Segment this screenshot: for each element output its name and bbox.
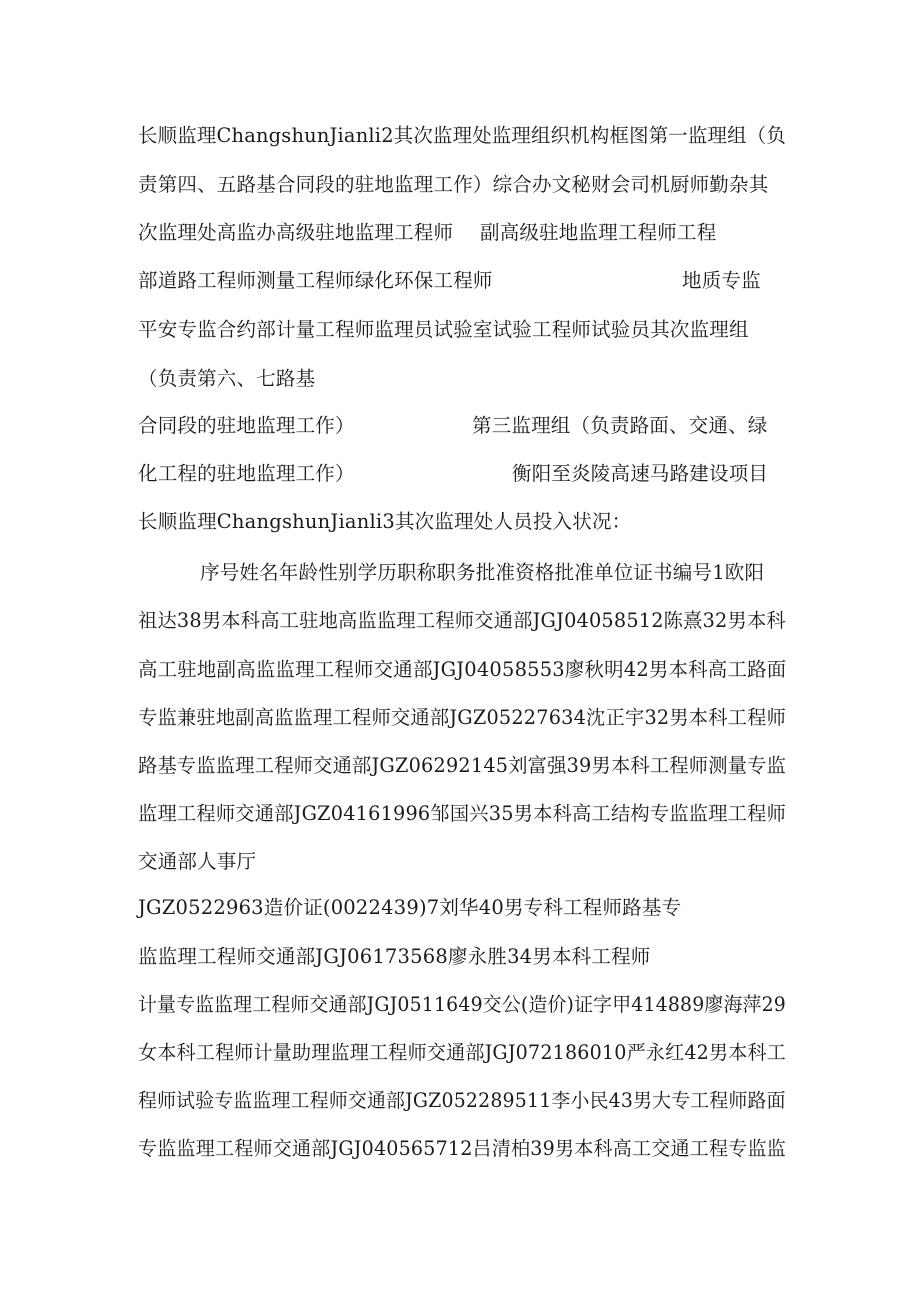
text-line-2	[138, 170, 768, 200]
text-line-8-right: 衡阳至炎陵高速马路建设项目	[512, 462, 769, 485]
text-line-14-content: 路基专监监理工程师交通部JGZ06292145刘富强39男本科工程师测量专监	[138, 754, 787, 777]
text-line-13-content: 专监兼驻地副高监监理工程师交通部JGZ05227634沈正宇32男本科工程师	[138, 706, 787, 729]
text-line-3-right: 副高级驻地监理工程师工程	[480, 221, 717, 244]
text-line-17	[138, 893, 681, 923]
text-line-12	[138, 655, 786, 685]
text-line-6-content: （负责第六、七路基	[138, 367, 316, 390]
text-line-1	[138, 121, 786, 151]
text-line-21	[138, 1086, 786, 1116]
text-line-13	[138, 703, 786, 733]
text-line-16-content: 交通部人事厅	[138, 850, 257, 873]
text-line-9	[138, 507, 631, 537]
text-line-7-left: 合同段的驻地监理工作）	[138, 414, 355, 437]
text-line-19-content: 计量专监监理工程师交通部JGJ0511649交公(造价)证字甲414889廖海萍29	[138, 993, 786, 1016]
text-line-8	[138, 459, 778, 489]
text-line-3-left: 次监理处高监办高级驻地监理工程师	[138, 221, 454, 244]
text-line-6	[138, 364, 315, 394]
text-line-8-left: 化工程的驻地监理工作）	[138, 462, 355, 485]
text-line-4-right: 地质专监	[682, 269, 761, 292]
text-line-16	[138, 847, 256, 877]
text-line-10	[200, 558, 764, 588]
text-line-11-content: 祖达38男本科高工驻地高监监理工程师交通部JGJ04058512陈熹32男本科	[138, 609, 786, 632]
text-line-14	[138, 751, 786, 781]
text-line-18	[138, 942, 650, 972]
text-line-4-left: 部道路工程师测量工程师绿化环保工程师	[138, 269, 493, 292]
text-line-7	[138, 411, 778, 441]
text-line-20	[138, 1038, 786, 1068]
text-line-4	[138, 266, 778, 296]
text-line-15-content: 监理工程师交通部JGZ04161996邹国兴35男本科高工结构专监监理工程师	[138, 802, 787, 825]
text-line-10-content: 序号姓名年龄性别学历职称职务批准资格批准单位证书编号1欧阳	[200, 561, 765, 584]
text-line-22-content: 专监监理工程师交通部JGJ040565712吕清柏39男本科高工交通工程专监监	[138, 1137, 787, 1160]
text-line-19	[138, 990, 786, 1020]
text-line-9-content: 长顺监理ChangshunJianli3其次监理处人员投入状况：	[138, 510, 632, 533]
text-line-7-right: 第三监理组（负责路面、交通、绿	[472, 414, 768, 437]
text-line-20-content: 女本科工程师计量助理监理工程师交通部JGJ072186010严永红42男本科工	[138, 1041, 787, 1064]
text-line-3	[138, 218, 778, 248]
text-line-18-content: 监监理工程师交通部JGJ06173568廖永胜34男本科工程师	[138, 945, 651, 968]
text-line-1-content: 长顺监理ChangshunJianli2其次监理处监理组织机构框图第一监理组（负	[138, 124, 786, 147]
text-line-15	[138, 799, 786, 829]
text-line-2-content: 责第四、五路基合同段的驻地监理工作）综合办文秘财会司机厨师勤杂其	[138, 173, 769, 196]
text-line-5	[138, 315, 749, 345]
text-line-5-content: 平安专监合约部计量工程师监理员试验室试验工程师试验员其次监理组	[138, 318, 749, 341]
text-line-17-content: JGZ0522963造价证(0022439)7刘华40男专科工程师路基专	[138, 896, 682, 919]
text-line-22	[138, 1134, 786, 1164]
text-line-12-content: 高工驻地副高监监理工程师交通部JGJ04058553廖秋明42男本科高工路面	[138, 658, 787, 681]
text-line-11	[138, 606, 786, 636]
text-line-21-content: 程师试验专监监理工程师交通部JGZ052289511李小民43男大专工程师路面	[138, 1089, 786, 1112]
